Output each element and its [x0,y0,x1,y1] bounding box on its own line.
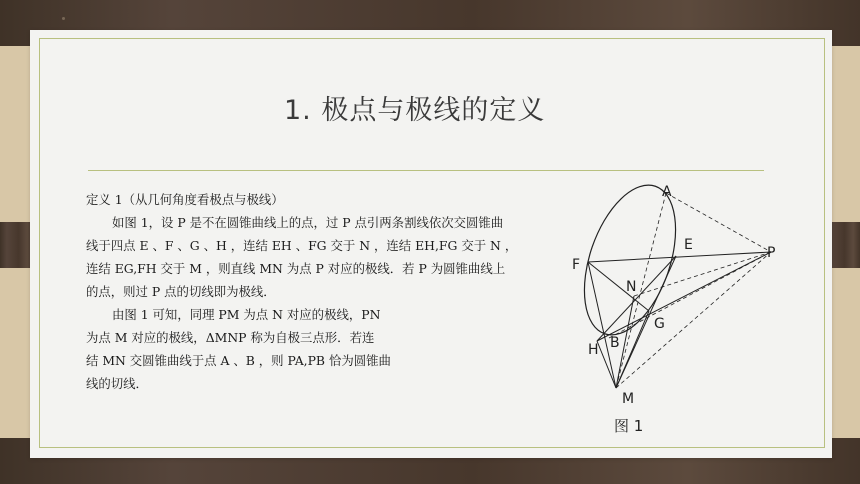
conic-ellipse [567,178,693,347]
definition-text [86,188,586,395]
paragraph-line-2: 线于四点 E 、F 、G 、H ，连结 EH 、FG 交于 N ，连结 EH,FG 交于 N ， [86,238,518,253]
label-f: F [572,257,581,273]
tangent-line-bp [609,252,771,338]
label-e: E [684,237,693,253]
tangent-line-ap [666,193,771,252]
paragraph-line-3: 连结 EG,FH 交于 M ，则直线 MN 为点 P 对应的极线．若 P 为圆锥曲线上 [86,261,506,276]
label-p: P [767,245,776,261]
paragraph-line-5: 由图 1 可知，同理 PM 为点 N 对应的极线，PN [112,307,381,322]
line-m-p [616,252,771,388]
paragraph-line-8: 线的切线． [86,376,148,391]
paragraph-line-6: 为点 M 对应的极线，ΔMNP 称为自极三点形．若连 [86,330,375,345]
label-n: N [626,279,637,295]
label-a: A [662,184,672,200]
polar-diagram [566,178,796,408]
label-b: B [610,335,620,351]
small-dot [62,17,65,20]
paragraph-line-1: 如图 1，设 P 是不在圆锥曲线上的点，过 P 点引两条割线依次交圆锥曲 [112,215,504,230]
secant-line-hgp [597,252,771,341]
label-g: G [654,316,665,332]
figure-caption: 图 1 [614,417,644,435]
title-divider [88,170,764,171]
label-h: H [588,342,599,358]
paragraph-line-7: 结 MN 交圆锥曲线于点 A 、B ，则 PA,PB 恰为圆锥曲 [86,353,391,368]
label-m: M [622,391,635,407]
paragraph-line-4: 的点，则过 P 点的切线即为极线． [86,284,276,299]
left-wood-band [0,222,34,268]
slide-title: 1. 极点与极线的定义 [284,95,546,126]
definition-heading: 定义 1（从几何角度看极点与极线） [86,192,284,207]
